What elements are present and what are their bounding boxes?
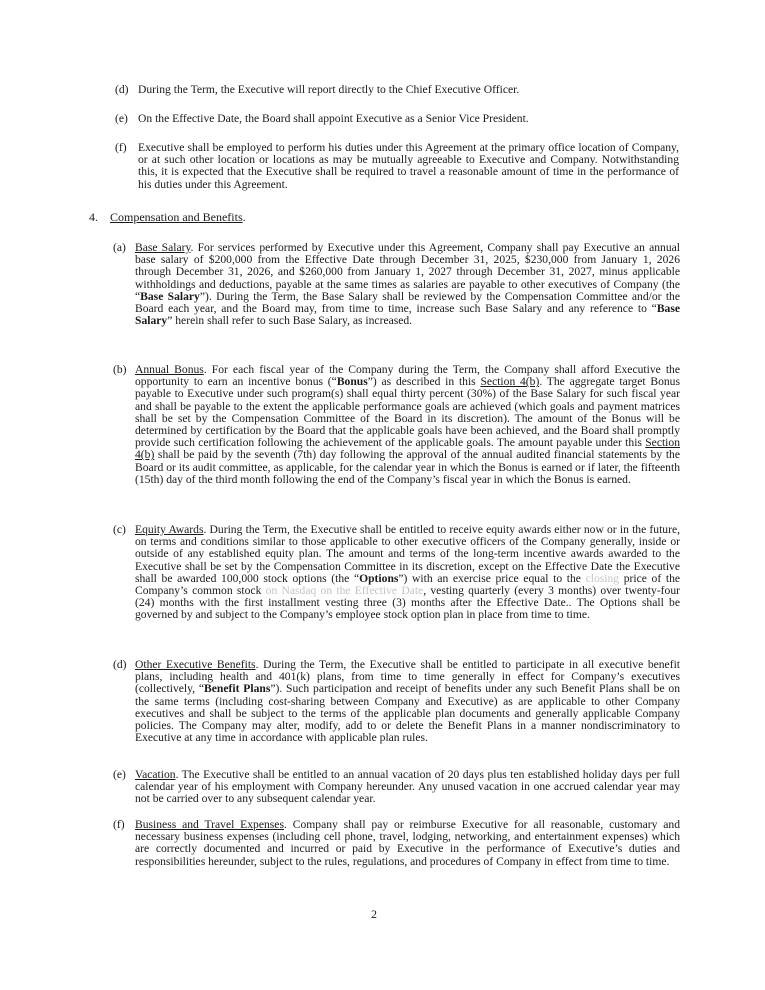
section-title-end: . <box>242 210 246 224</box>
faint-text: closing <box>585 571 620 585</box>
paragraph-equity-awards <box>135 524 680 622</box>
text: . For each fiscal year of the Company during the Term, the Company shall afford Executive the opportunity to earn an incentive bonus (“ <box>135 363 680 389</box>
defined-term: Bonus <box>336 375 368 389</box>
item-label: (c) <box>113 523 126 536</box>
section-reference: Section 4(b) <box>480 375 540 389</box>
defined-term: Options <box>359 571 399 585</box>
text: price of the Company’s common stock <box>135 571 681 598</box>
paragraph-base-salary <box>135 242 680 327</box>
text: ” herein shall refer to such Base Salary, as increased. <box>167 314 413 328</box>
text: shall be paid by the seventh (7th) day following the approval of the annual audited financial statements by the Board or its audit committee, as applicable, for the calendar year in which the Bonus is earned or if later, the fifteenth (15th) day of the third month following the end of the Company’s fiscal year in which the Bonus is earned. <box>135 448 680 486</box>
paragraph-e-appoint: On the Effective Date, the Board shall appoint Executive as a Senior Vice President. <box>138 112 529 125</box>
paragraph-d-report: During the Term, the Executive will report directly to the Chief Executive Officer. <box>138 83 520 96</box>
paragraph-annual-bonus <box>135 364 680 486</box>
heading-vacation: Vacation <box>135 768 176 781</box>
text: . During the Term, the Executive shall be entitled to receive equity awards either now or in the future, on terms and conditions similar to those applicable to other executive officers of the Company generally, inside or outside of any established equity plan. The amount and terms of the long-term incentive awards awarded to the Executive shall be set by the Compensation Committee in its discretion, except on the Effective Date the Executive shall be awarded 100,000 stock options (the “ <box>135 523 681 585</box>
item-label: (d) <box>113 658 127 671</box>
item-label: (b) <box>113 363 127 376</box>
heading-equity-awards: Equity Awards <box>135 523 204 536</box>
item-label: (e) <box>113 768 126 781</box>
text: . During the Term, the Executive shall be entitled to participate in all executive benefit plans, including health and 401(k) plans, from time to time generally in effect for Company’s executives (collectively, “ <box>135 658 681 696</box>
item-label: (f) <box>115 141 127 154</box>
page-number: 2 <box>371 907 377 921</box>
section-heading <box>89 211 246 224</box>
section-title: Compensation and Benefits <box>110 210 243 224</box>
section-reference: Section 4(b) <box>135 436 680 462</box>
text: . For services performed by Executive under this Agreement, Company shall pay Executive an annual base salary of $200,000 from the Effective Date through December 31, 2025, $230,000 from January 1, 2026 through December 31, 2026, and $260,000 from January 1, 2027 through December 31, 2027, minus applicable withholdings and deductions, payable at the same times as salaries are payable to other executives of Company (the “ <box>135 241 680 303</box>
heading-business-expenses: Business and Travel Expenses <box>135 818 284 831</box>
defined-term: Base Salary <box>135 302 680 328</box>
section-number: 4. <box>89 210 98 224</box>
text: . The aggregate target Bonus payable to Executive under such program(s) shall equal thirty percent (30%) of the Base Salary for such fiscal year and shall be payable to the extent the applicable performance goals are achieved (which goals and payment matrices shall be set by the Compensation Committee of the Board in its discretion). The amount of the Bonus will be determined by certification by the Board that the applicable goals have been achieved, and the Board shall promptly provide such certification following the achievement of the applicable goals. The amount payable under this <box>135 375 680 450</box>
item-label: (e) <box>115 112 128 125</box>
faint-text: on Nasdaq on the Effective Date <box>265 584 424 598</box>
text: . The Executive shall be entitled to an annual vacation of 20 days plus ten established holiday days per full calendar year of his employment with Company hereunder. Any unused vacation in one accrued calendar year may not be carried over to any subsequent calendar year. <box>135 768 680 806</box>
text: ”). Such participation and receipt of benefits under any such Benefit Plans shall be on the same terms (including cost-sharing between Company and Executive) as are applicable to other Company executives and shall be subject to the terms of the applicable plan documents and generally applicable Company policies. The Company may alter, modify, add to or delete the Benefit Plans in a manner nondiscriminatory to Executive at any time in accordance with applicable plan rules. <box>135 682 680 745</box>
item-label: (a) <box>113 241 126 254</box>
text: ”) with an exercise price equal to the <box>398 571 586 585</box>
paragraph-business-expenses <box>135 819 680 868</box>
heading-base-salary: Base Salary <box>135 241 191 254</box>
text: ”) as described in this <box>367 375 481 389</box>
paragraph-other-benefits <box>135 659 680 744</box>
defined-term: Benefit Plans <box>204 682 271 696</box>
paragraph-f-location: Executive shall be employed to perform his duties under this Agreement at the primary office location of Company, or at such other location or locations as may be mutually agreeable to Executive and Company. Notwithstanding this, it is expected that the Executive shall be required to travel a reasonable amount of time in the performance of his duties under this Agreement. <box>138 141 679 191</box>
item-label: (f) <box>113 818 125 831</box>
text: . Company shall pay or reimburse Executive for all reasonable, customary and necessary business expenses (including cell phone, travel, lodging, networking, and entertainment expenses) which are correctly documented and incurred or paid by Executive in the performance of Executive’s duties and responsibilities hereunder, subject to the rules, regulations, and procedures of Company in effect from time to time. <box>135 818 680 868</box>
item-label: (d) <box>115 83 129 96</box>
defined-term: Base Salary <box>140 289 200 303</box>
heading-annual-bonus: Annual Bonus <box>135 363 204 376</box>
heading-other-benefits: Other Executive Benefits <box>135 658 256 671</box>
paragraph-vacation <box>135 769 680 806</box>
text: , vesting quarterly (every 3 months) over twenty-four (24) months with the first installment vesting three (3) months after the Effective Date.. The Options shall be governed by and subject to the Company’s employee stock option plan in place from time to time. <box>135 584 680 622</box>
text: ”). During the Term, the Base Salary shall be reviewed by the Compensation Committee and/or the Board each year, and the Board may, from time to time, increase such Base Salary and any reference to “ <box>135 289 681 316</box>
